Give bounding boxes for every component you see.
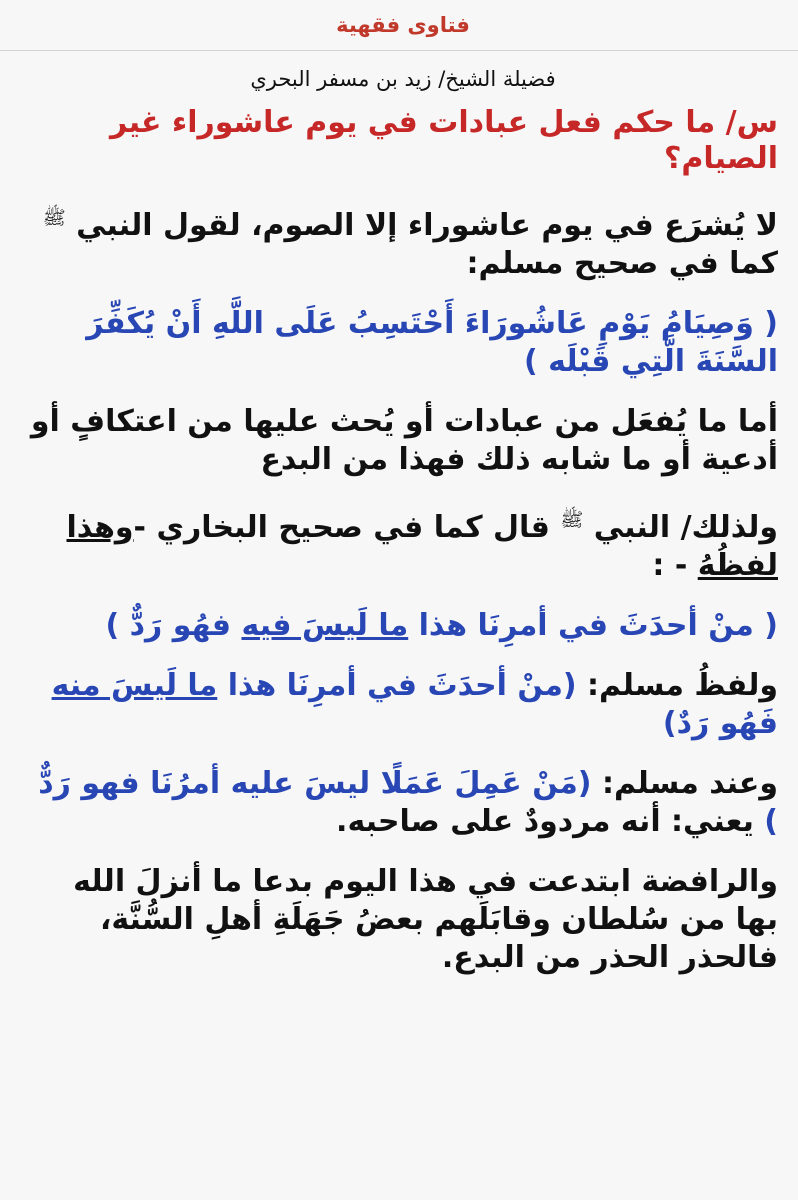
p1-text-a: لا يُشرَع في يوم عاشوراء إلا الصوم، لقول النبي <box>76 208 778 243</box>
p1-text-b: كما في صحيح مسلم: <box>466 246 778 281</box>
sheikh-name: فضيلة الشيخ/ زيد بن مسفر البحري <box>250 67 556 91</box>
hadith2-underlined: ما لَيسَ فيه <box>241 608 409 643</box>
question: س/ ما حكم فعل عبادات في يوم عاشوراء غير الصيام؟ <box>110 105 778 176</box>
hadith2-part-b: فهُو رَدٌّ ) <box>105 608 242 643</box>
paragraph-5 <box>28 765 778 841</box>
p5-text: يعني: أنه مردودٌ على صاحبه. <box>336 804 765 839</box>
paragraph-1 <box>28 199 778 283</box>
header-title: فتاوى فقهية <box>336 13 470 37</box>
p3-text-c: - : <box>652 548 698 583</box>
paragraph-2: أما ما يُفعَل من عبادات أو يُحث عليها من اعتكافٍ أو أدعية أو ما شابه ذلك فهذا من البدع <box>30 404 778 477</box>
hadith-2 <box>28 607 778 645</box>
p4-underlined: ما لَيسَ منه <box>51 668 218 703</box>
page-header <box>28 0 778 50</box>
paragraph-3 <box>28 501 778 585</box>
paragraph-6: والرافضة ابتدعت في هذا اليوم بدعا ما أنزلَ الله بها من سُلطان وقابَلَهم بعضُ جَهَلَةِ أهلِ السُّنَّة، فالحذر الحذر من البدع. <box>73 864 778 975</box>
p4-hadith-a: (منْ أحدَثَ في أمرِنَا هذا <box>217 668 577 703</box>
salutation-2: ﷺ <box>560 509 584 531</box>
p5-label: وعند مسلم: <box>591 766 778 801</box>
p3-text-b: قال كما في صحيح البخاري - <box>133 510 550 545</box>
header-divider <box>0 50 798 51</box>
p4-label: ولفظُ مسلم: <box>576 668 778 703</box>
p5-hadith: (مَنْ عَمِلَ عَمَلًا ليسَ عليه أمرُنَا فهو رَدٌّ ) <box>38 766 778 839</box>
hadith-1: ( وَصِيَامُ يَوْمِ عَاشُورَاءَ أَحْتَسِبُ عَلَى اللَّهِ أَنْ يُكَفِّرَ السَّنَةَ الَّتِي قَبْلَه ) <box>86 306 778 379</box>
p3-text-a: ولذلك/ النبي <box>593 510 778 545</box>
p4-hadith-b: فَهُو رَدٌ) <box>662 706 778 741</box>
hadith2-part-a: ( منْ أحدَثَ في أمرِنَا هذا <box>408 608 778 643</box>
paragraph-4 <box>28 667 778 743</box>
salutation-1: ﷺ <box>42 207 66 229</box>
p3-underlined: وهذا لفظُهُ <box>66 510 778 583</box>
